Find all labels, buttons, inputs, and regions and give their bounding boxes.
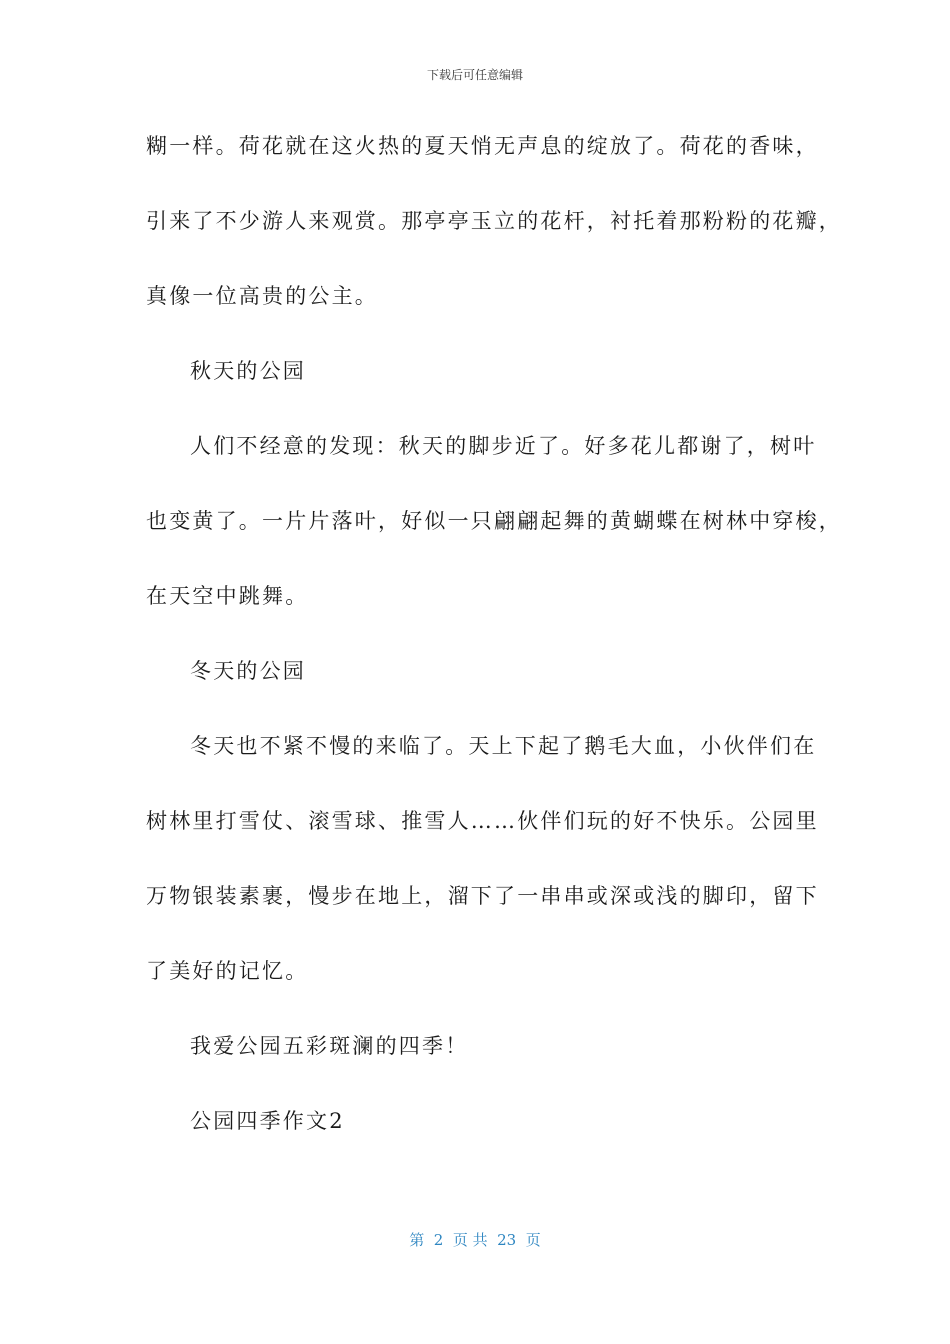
text-line: 糊一样。荷花就在这火热的夏天悄无声息的绽放了。荷花的香味， — [146, 134, 819, 158]
text-line: 也变黄了。一片片落叶，好似一只翩翩起舞的黄蝴蝶在树林中穿梭， — [146, 509, 842, 533]
paragraph-start: 冬天也不紧不慢的来临了。天上下起了鹅毛大血，小伙伴们在 — [190, 734, 817, 758]
text-line: 了美好的记忆。 — [146, 959, 309, 983]
section-heading-winter: 冬天的公园 — [190, 659, 306, 683]
page-header: 下载后可任意编辑 — [426, 68, 523, 82]
section-heading-autumn: 秋天的公园 — [190, 359, 306, 383]
closing-sentence: 我爱公园五彩斑澜的四季！ — [190, 1034, 469, 1058]
essay-title: 公园四季作文2 — [190, 1109, 345, 1133]
document-body — [146, 128, 842, 1178]
text-line: 引来了不少游人来观赏。那亭亭玉立的花杆，衬托着那粉粉的花瓣， — [146, 209, 842, 233]
paragraph-start: 人们不经意的发现：秋天的脚步近了。好多花儿都谢了，树叶 — [190, 434, 817, 458]
text-line: 万物银装素裹，慢步在地上，溜下了一串串或深或浅的脚印，留下 — [146, 884, 819, 908]
text-line: 真像一位高贵的公主。 — [146, 284, 378, 308]
page-number-footer: 第 2 页 共 23 页 — [409, 1231, 541, 1249]
text-line: 树林里打雪仗、滚雪球、推雪人……伙伴们玩的好不快乐。公园里 — [146, 809, 819, 833]
text-line: 在天空中跳舞。 — [146, 584, 309, 608]
